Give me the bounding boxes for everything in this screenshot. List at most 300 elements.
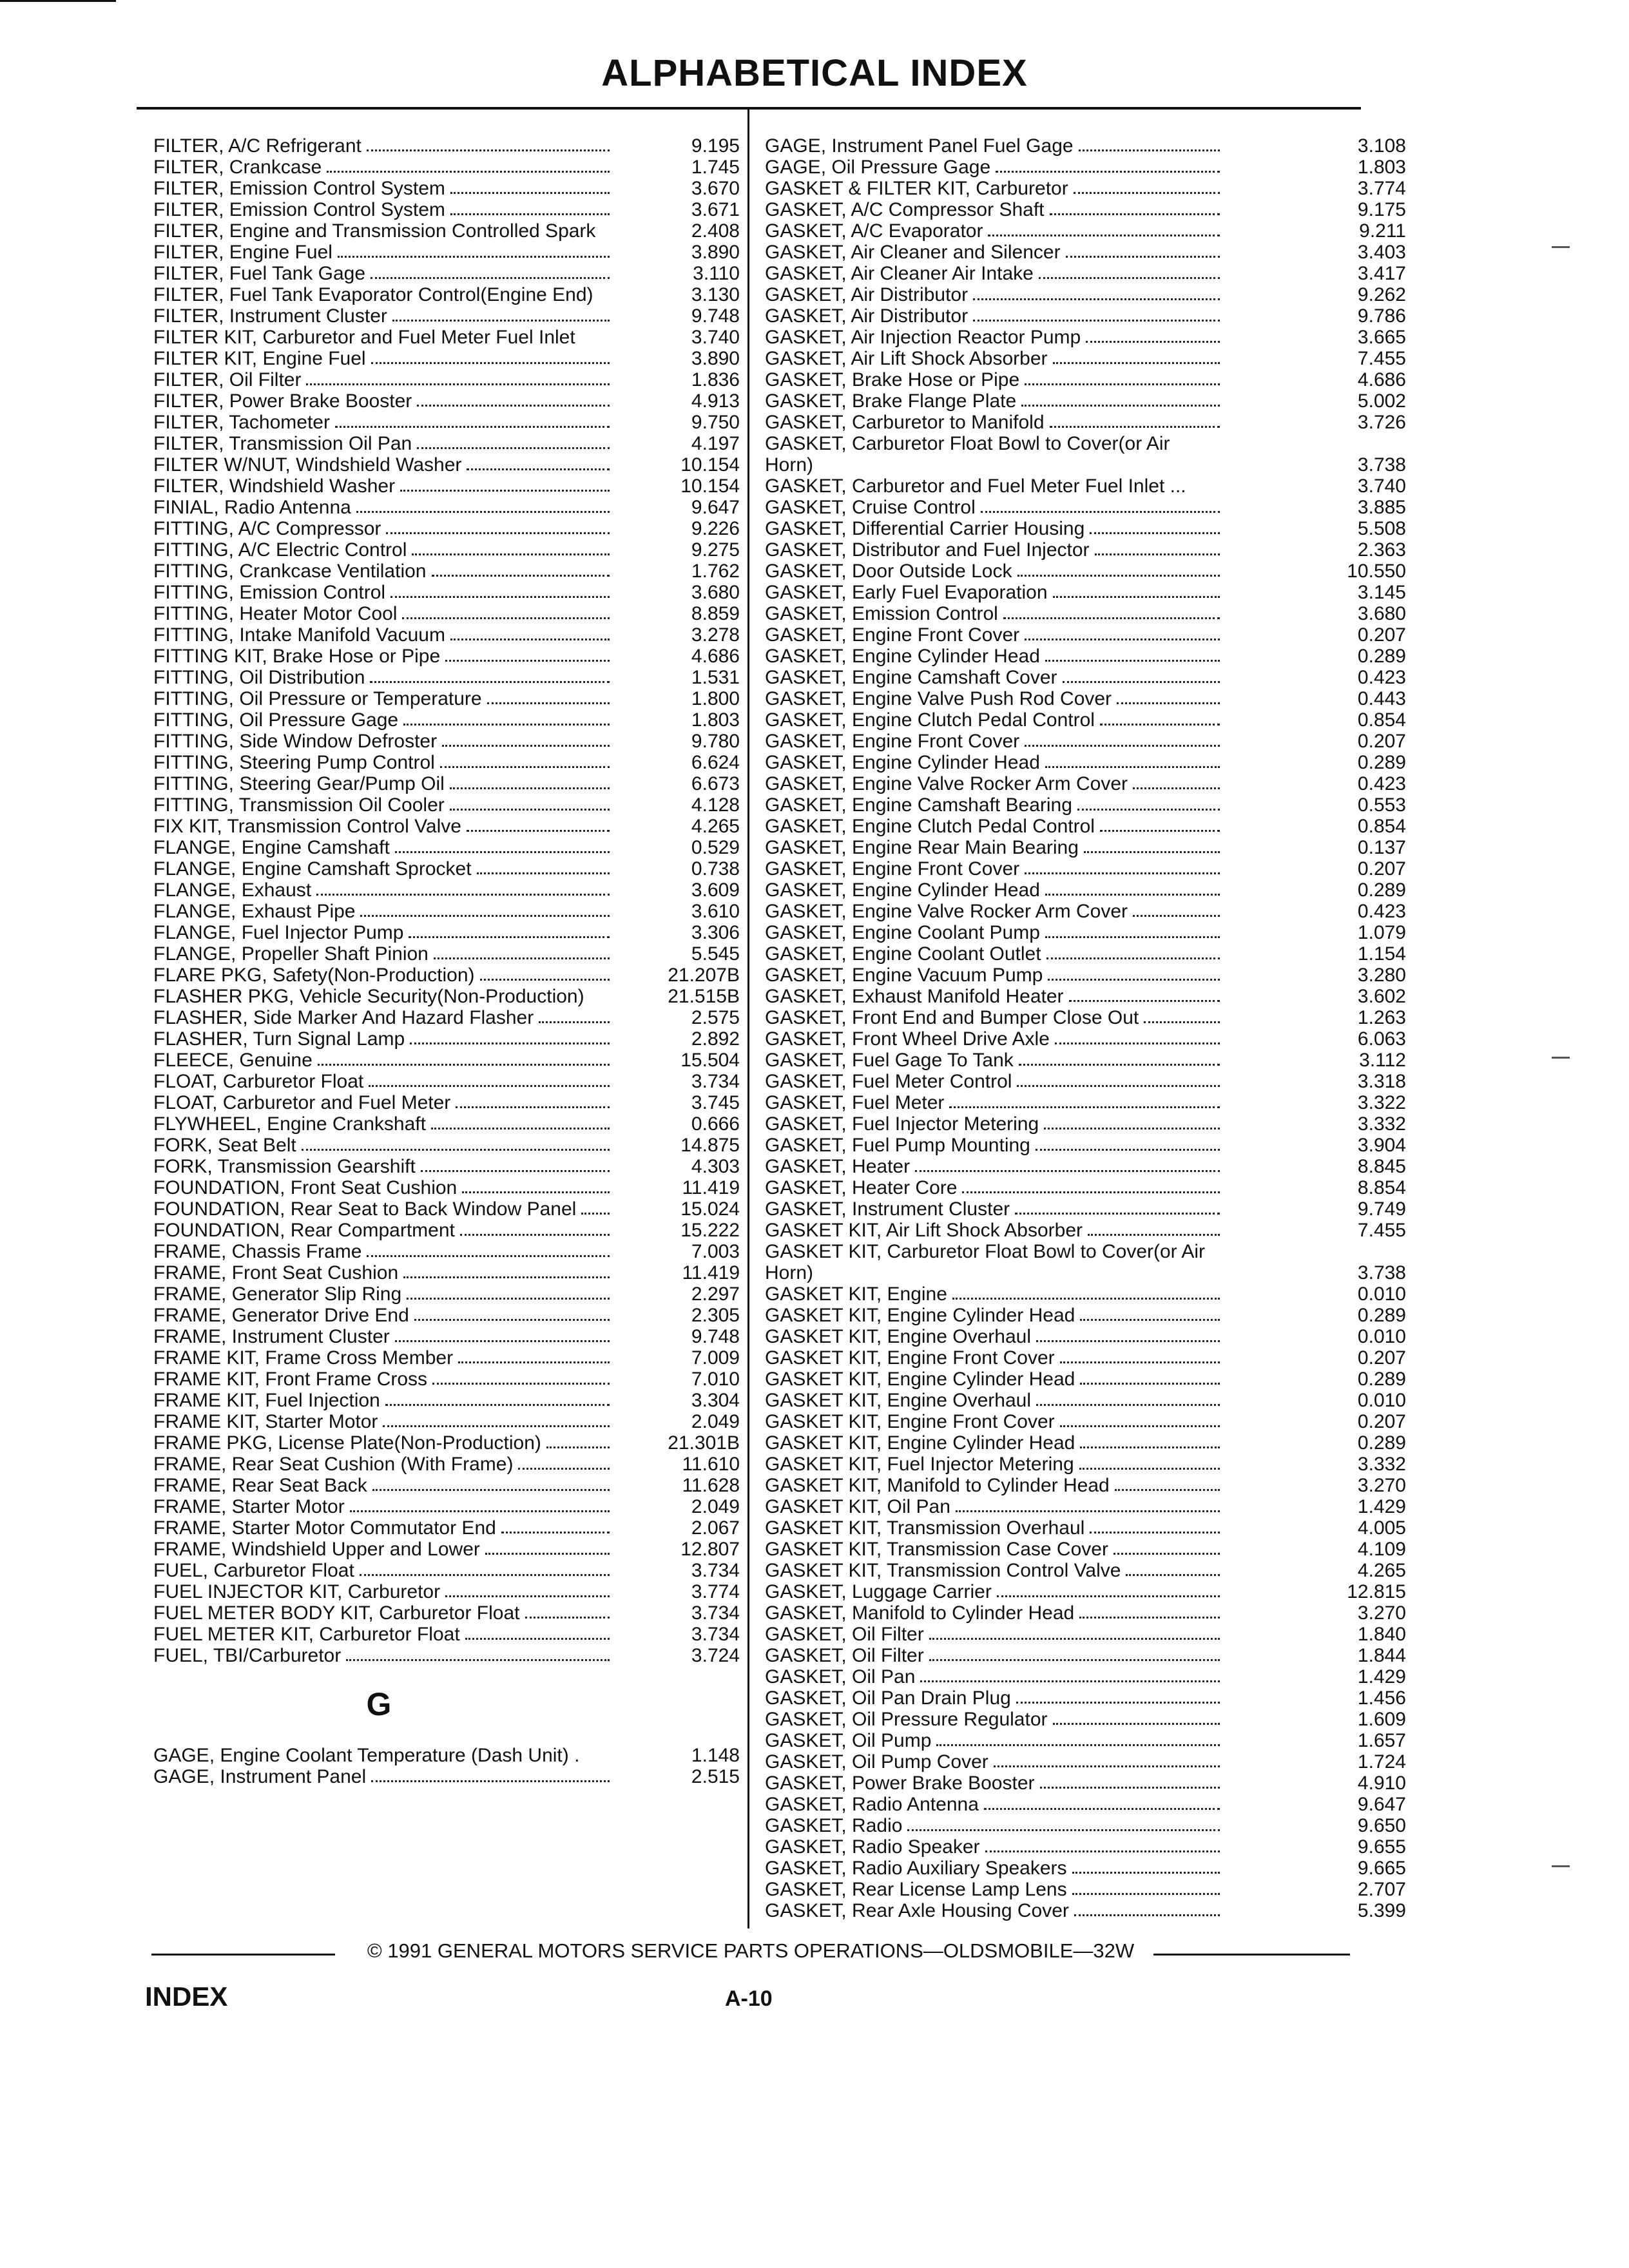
index-entry-page-ref: 1.762 [691,561,740,582]
index-entry-page-ref: 0.854 [1357,816,1406,837]
index-entry-page-ref: 0.289 [1357,1432,1406,1454]
dot-leader [1074,1914,1220,1916]
entry-text: FLANGE, Engine Camshaft [153,837,390,858]
dot-leader [1025,383,1220,385]
index-entry-page-ref: 3.108 [1357,135,1406,157]
index-entry-description [765,242,1222,263]
entry-text: GASKET, Oil Filter [765,1624,924,1645]
dot-leader [1040,1787,1220,1789]
index-entry-page-ref: 3.609 [691,879,740,901]
index-entry-page-ref: 3.738 [1357,1262,1406,1283]
index-entry-page-ref: 3.734 [691,1624,740,1645]
index-entry-page-ref: 3.417 [1357,263,1406,284]
index-entry [765,1687,1406,1709]
entry-text: GASKET KIT, Engine Overhaul [765,1326,1031,1347]
index-entry-page-ref: 11.419 [682,1177,740,1198]
entry-text: FRAME KIT, Frame Cross Member [153,1347,454,1369]
index-entry [153,518,740,539]
index-entry-page-ref: 14.875 [680,1135,740,1156]
index-entry-description [765,1156,1222,1177]
index-entry-page-ref: 9.748 [691,305,740,327]
index-entry-page-ref: 0.207 [1357,1347,1406,1369]
dot-leader [994,1765,1220,1767]
entry-text: GASKET, Instrument Cluster [765,1198,1010,1220]
dot-leader [487,702,610,704]
entry-text: GASKET, Fuel Injector Metering [765,1113,1039,1135]
index-entry-description [765,369,1222,390]
dot-leader [1050,213,1220,215]
index-entry [153,1113,740,1135]
index-entry-description [765,1028,1222,1050]
index-entry-description [153,369,612,390]
entry-text: GAGE, Oil Pressure Gage [765,157,991,178]
index-entry-description [153,1475,612,1496]
entry-text: GASKET, Heater Core [765,1177,958,1198]
index-entry-description [765,1283,1222,1305]
index-entry-description [153,837,612,858]
index-entry-description [153,1135,612,1156]
index-entry-description [765,1454,1222,1475]
index-entry [765,1879,1406,1900]
index-entry-description [153,327,612,348]
index-entry-description [153,135,612,157]
entry-text: FORK, Seat Belt [153,1135,296,1156]
index-entry-page-ref: 1.609 [1357,1709,1406,1730]
entry-text: GASKET, Engine Cylinder Head [765,879,1040,901]
entry-text: FITTING, Oil Distribution [153,667,365,688]
dot-leader [525,1617,610,1619]
entry-text: GASKET, Engine Valve Push Rod Cover [765,688,1112,709]
index-entry-description [153,263,612,284]
entry-text: GASKET, Oil Filter [765,1645,924,1666]
entry-text: FRAME KIT, Front Frame Cross [153,1369,428,1390]
entry-text: FLANGE, Exhaust Pipe [153,901,356,922]
index-entry-page-ref: 21.207B [668,965,740,986]
index-entry-page-ref: 0.289 [1357,879,1406,901]
dot-leader [367,149,610,151]
index-entry-page-ref: 8.845 [1357,1156,1406,1177]
index-entry-description [153,922,612,943]
dot-leader [1015,1213,1220,1215]
index-entry [765,731,1406,752]
dot-leader [973,320,1220,322]
index-entry-page-ref: 10.154 [680,454,740,476]
index-entry [765,1751,1406,1773]
index-entry [153,1156,740,1177]
index-entry-description [765,1390,1222,1411]
dot-leader [949,1106,1220,1108]
index-entry [765,879,1406,901]
index-entry-page-ref: 3.322 [1357,1092,1406,1113]
entry-text: GASKET, Heater [765,1156,911,1177]
index-entry-description [153,1645,612,1666]
index-entry-description [765,1113,1222,1135]
index-entry [765,1347,1406,1369]
index-entry [765,199,1406,220]
index-entry-page-ref: 4.109 [1357,1539,1406,1560]
index-entry-page-ref: 7.003 [691,1241,740,1262]
index-entry-page-ref: 9.195 [691,135,740,157]
entry-text: FRAME KIT, Fuel Injection [153,1390,380,1411]
index-entry-description [765,157,1222,178]
entry-text: FRAME, Starter Motor Commutator End [153,1517,496,1539]
dot-leader [432,1383,610,1385]
index-entry-description [153,794,612,816]
entry-text: GASKET KIT, Engine [765,1283,947,1305]
index-entry-page-ref: 4.303 [691,1156,740,1177]
index-entry [153,305,740,327]
entry-text: GASKET, Oil Pan [765,1666,916,1687]
entry-text: FORK, Transmission Gearshift [153,1156,416,1177]
index-entry [765,390,1406,412]
index-entry-description [153,646,612,667]
index-entry-page-ref: 3.110 [693,263,740,284]
index-entry-page-ref: 8.854 [1357,1177,1406,1198]
index-entry-page-ref: 9.647 [691,497,740,518]
index-entry [153,1496,740,1517]
index-entry-page-ref: 9.262 [1357,284,1406,305]
entry-text: GASKET, Rear Axle Housing Cover [765,1900,1069,1921]
index-entry [765,1773,1406,1794]
index-entry-page-ref: 2.363 [1357,539,1406,561]
index-entry-page-ref: 3.774 [1357,178,1406,199]
index-entry-page-ref: 4.197 [691,433,740,454]
index-entry [765,178,1406,199]
entry-text: FRAME, Windshield Upper and Lower [153,1539,480,1560]
index-entry [153,348,740,369]
index-entry [765,263,1406,284]
index-entry-description [153,220,612,242]
index-entry-page-ref: 1.657 [1357,1730,1406,1751]
dot-leader [1100,830,1220,832]
index-entry [765,1283,1406,1305]
index-entry [153,1539,740,1560]
index-entry-description [765,667,1222,688]
index-entry [765,305,1406,327]
index-entry [153,837,740,858]
index-entry-description [765,1687,1222,1709]
index-entry-page-ref: 3.745 [691,1092,740,1113]
dot-leader [417,447,610,449]
index-entry [765,1730,1406,1751]
dot-leader [501,1532,610,1533]
page-number: A-10 [725,1986,773,2011]
index-entry-description [765,1092,1222,1113]
index-entry-description [153,497,612,518]
index-entry [765,1071,1406,1092]
index-entry [765,1050,1406,1071]
index-entry-page-ref: 3.680 [691,582,740,603]
dot-leader [414,1319,610,1321]
dot-leader [920,1680,1220,1682]
entry-text: FITTING, Crankcase Ventilation [153,561,427,582]
index-entry-description [765,1624,1222,1645]
index-entry-page-ref: 3.130 [691,284,740,305]
dot-leader [456,1106,610,1108]
index-entry-page-ref: 0.289 [1357,1369,1406,1390]
entry-text: GASKET, Oil Pressure Regulator [765,1709,1048,1730]
dot-leader [962,1191,1220,1193]
index-entry [153,1390,740,1411]
index-entry-description [153,476,612,497]
index-entry-page-ref: 0.207 [1357,624,1406,646]
entry-text: FIX KIT, Transmission Control Valve [153,816,461,837]
index-entry-page-ref: 9.647 [1357,1794,1406,1815]
index-entry-description [153,1050,612,1071]
index-entry-page-ref: 0.010 [1357,1283,1406,1305]
index-entry-description [153,518,612,539]
index-entry-page-ref: 2.049 [691,1411,740,1432]
index-entry [765,348,1406,369]
entry-text: FILTER, Crankcase [153,157,322,178]
index-entry [153,1198,740,1220]
index-entry [765,1305,1406,1326]
dot-leader [1055,1043,1220,1044]
index-entry-description [153,709,612,731]
index-entry-description [153,1347,612,1369]
index-entry-page-ref: 1.148 [691,1745,740,1766]
index-entry [765,539,1406,561]
dot-leader [952,1298,1220,1300]
dot-leader [327,171,610,173]
index-entry-description [765,518,1222,539]
index-entry [153,1347,740,1369]
dot-leader [1017,575,1220,577]
entry-text: GASKET, Oil Pan Drain Plug [765,1687,1011,1709]
index-entry-page-ref: 7.010 [691,1369,740,1390]
index-entry-page-ref: 15.222 [680,1220,740,1241]
dot-leader [1086,341,1220,343]
entry-text: GASKET, Door Outside Lock [765,561,1012,582]
index-entry [765,1666,1406,1687]
entry-text: GASKET, Brake Flange Plate [765,390,1017,412]
dot-leader [360,915,610,917]
entry-text: GASKET, Air Cleaner and Silencer [765,242,1061,263]
index-entry-page-ref: 2.067 [691,1517,740,1539]
index-entry-page-ref: 3.734 [691,1602,740,1624]
dot-leader [360,1574,610,1576]
index-entry-description [765,1135,1222,1156]
index-entry [765,1858,1406,1879]
entry-text: GASKET, Oil Pump Cover [765,1751,988,1773]
index-entry-page-ref: 5.545 [691,943,740,965]
entry-text: GASKET, Engine Valve Rocker Arm Cover [765,901,1128,922]
index-list-f [153,135,740,1666]
index-entry [765,794,1406,816]
index-entry-page-ref: 9.211 [1359,220,1406,242]
index-entry-page-ref: 2.049 [691,1496,740,1517]
dot-leader [390,596,610,598]
index-entry-description [765,199,1222,220]
index-entry-description [153,305,612,327]
index-entry-page-ref: 5.002 [1357,390,1406,412]
index-entry [765,1432,1406,1454]
index-entry [153,901,740,922]
index-entry-description [765,922,1222,943]
index-entry-page-ref: 3.885 [1357,497,1406,518]
index-entry-description [765,1326,1222,1347]
footer-copyright: © 1991 GENERAL MOTORS SERVICE PARTS OPERATIONS—OLDSMOBILE—32W [367,1939,1135,1962]
index-entry-page-ref: 2.707 [1357,1879,1406,1900]
dot-leader [445,660,610,662]
index-entry-page-ref: 3.726 [1357,412,1406,433]
index-entry-description [765,1220,1222,1241]
dot-leader [984,1808,1220,1810]
index-entry [153,220,740,242]
index-entry-description [153,1390,612,1411]
dot-leader [306,383,610,385]
index-entry [765,1539,1406,1560]
index-entry [765,1326,1406,1347]
index-entry [153,539,740,561]
index-entry [765,369,1406,390]
index-entry-description [153,284,612,305]
dot-leader [1036,1340,1220,1342]
index-entry-page-ref: 21.301B [668,1432,740,1454]
index-entry-page-ref: 3.890 [691,242,740,263]
index-entry-page-ref: 9.275 [691,539,740,561]
entry-text: GASKET, Engine Front Cover [765,624,1020,646]
entry-text: FINIAL, Radio Antenna [153,497,351,518]
index-entry [153,1177,740,1198]
dot-leader [450,809,610,811]
index-entry [153,390,740,412]
entry-text: GAGE, Instrument Panel [153,1766,367,1787]
index-entry-description [153,1007,612,1028]
dot-leader [477,872,610,874]
index-entry-page-ref: 1.836 [691,369,740,390]
index-entry-description [153,965,612,986]
index-entry-page-ref: 0.666 [691,1113,740,1135]
index-entry-description [765,220,1222,242]
entry-text: GASKET, Air Distributor [765,305,969,327]
dot-leader [371,277,610,279]
index-entry-page-ref: 2.408 [691,220,740,242]
index-entry-description [765,943,1222,965]
dot-leader [410,1043,610,1044]
index-entry [765,965,1406,986]
entry-text: FITTING, Transmission Oil Cooler [153,794,445,816]
dot-leader [1036,1404,1220,1406]
index-entry [765,986,1406,1007]
index-entry [765,837,1406,858]
dot-leader [467,468,610,470]
index-entry-page-ref: 9.665 [1357,1858,1406,1879]
dot-leader [369,1085,610,1087]
index-entry-page-ref: 4.686 [1357,369,1406,390]
dot-leader [581,1213,610,1215]
index-entry-description [765,731,1222,752]
entry-text: GASKET, Radio Antenna [765,1794,979,1815]
index-entry-description [153,1766,612,1787]
index-entry-description [153,1745,612,1766]
index-entry-page-ref: 7.455 [1357,348,1406,369]
index-entry-description [153,879,612,901]
index-entry [153,1581,740,1602]
entry-text: FOUNDATION, Rear Seat to Back Window Panel [153,1198,577,1220]
index-entry-page-ref: 15.504 [680,1050,740,1071]
dot-leader [1090,532,1220,534]
dot-leader [936,1744,1220,1746]
entry-text: GASKET, Engine Clutch Pedal Control [765,709,1095,731]
index-entry-page-ref: 4.265 [1357,1560,1406,1581]
index-entry [153,157,740,178]
index-entry-description [765,348,1222,369]
index-entry [765,1198,1406,1220]
entry-text: GASKET, A/C Evaporator [765,220,983,242]
entry-text: GASKET KIT, Transmission Overhaul [765,1517,1085,1539]
dot-leader [431,1128,610,1129]
index-entry-page-ref: 3.774 [691,1581,740,1602]
index-entry [153,731,740,752]
index-entry-page-ref: 6.063 [1357,1028,1406,1050]
index-entry [153,1766,740,1787]
dot-leader [371,1780,610,1782]
entry-text: FLEECE, Genuine [153,1050,313,1071]
index-entry-page-ref: 0.289 [1357,646,1406,667]
entry-text: FRAME, Rear Seat Cushion (With Frame) [153,1454,514,1475]
entry-text: FILTER, Fuel Tank Evaporator Control(Engine End) [153,284,593,305]
index-entry-description [153,624,612,646]
index-entry-description [765,1177,1222,1198]
index-entry [765,561,1406,582]
entry-text: GASKET, Engine Cylinder Head [765,646,1040,667]
dot-leader [997,1595,1220,1597]
index-entry [153,1517,740,1539]
entry-text: GASKET KIT, Manifold to Cylinder Head [765,1475,1110,1496]
index-entry [765,1560,1406,1581]
dot-leader [1036,1149,1220,1151]
index-entry [765,1454,1406,1475]
index-entry-page-ref: 4.913 [691,390,740,412]
dot-leader [539,1021,610,1023]
entry-text: GASKET, Fuel Gage To Tank [765,1050,1014,1071]
index-entry-page-ref: 1.800 [691,688,740,709]
index-entry-description [765,1709,1222,1730]
dot-leader [386,532,610,534]
dot-leader [445,1595,610,1597]
dot-leader [432,575,610,577]
dot-leader [467,830,610,832]
entry-text: GASKET, Brake Hose or Pipe [765,369,1020,390]
index-entry-description [765,1773,1222,1794]
dot-leader [465,1638,610,1640]
dot-leader [1077,809,1220,811]
dot-leader [1025,745,1220,747]
entry-text: GASKET, Engine Coolant Pump [765,922,1040,943]
index-entry-page-ref: 9.226 [691,518,740,539]
index-entry-page-ref: 3.670 [691,178,740,199]
dot-leader [1045,936,1220,938]
dot-leader [1090,1532,1220,1533]
index-entry [153,476,740,497]
entry-text: GASKET KIT, Engine Cylinder Head [765,1305,1075,1326]
dot-leader [1039,277,1220,279]
index-entry [153,1745,740,1766]
index-entry-description [153,582,612,603]
index-entry [765,412,1406,433]
entry-text: GASKET KIT, Oil Pan [765,1496,950,1517]
index-entry [765,1794,1406,1815]
entry-text: FRAME, Rear Seat Back [153,1475,367,1496]
index-entry-page-ref: 1.803 [1357,157,1406,178]
dot-leader [1133,787,1220,789]
index-entry-description [153,1241,612,1262]
entry-text: FILTER, Tachometer [153,412,330,433]
index-entry-description [153,242,612,263]
entry-text: GASKET, Engine Front Cover [765,858,1020,879]
index-entry-description [153,986,612,1007]
